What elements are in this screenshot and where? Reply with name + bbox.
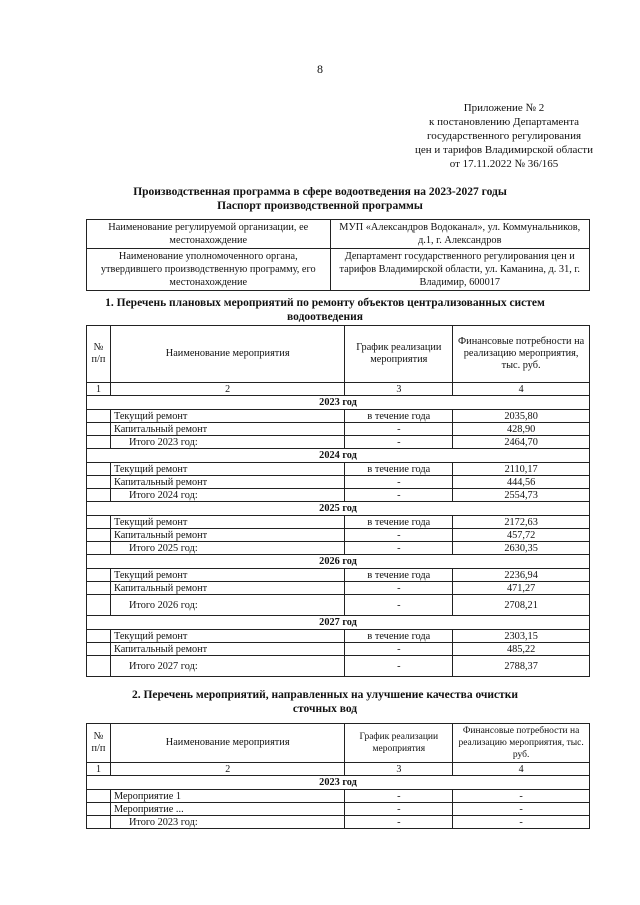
- row-name: Итого 2025 год:: [110, 542, 344, 555]
- table-row: [87, 529, 590, 542]
- row-schedule: -: [345, 643, 453, 656]
- row-schedule: в течение года: [345, 569, 453, 582]
- section-title-line: водоотведения: [287, 311, 363, 323]
- quality-table: [86, 723, 590, 829]
- table-row: [87, 569, 590, 582]
- year-row: [87, 396, 590, 410]
- row-number: [87, 790, 111, 803]
- year-row: [87, 555, 590, 569]
- row-name: Текущий ремонт: [110, 569, 344, 582]
- title-line: Производственная программа в сфере водоотведения на 2023-2027 годы: [133, 186, 507, 198]
- year-row: [87, 502, 590, 516]
- appendix-line: к постановлению Департамента: [428, 116, 580, 128]
- row-name: Капитальный ремонт: [110, 643, 344, 656]
- header-schedule: График реализации мероприятия: [345, 326, 453, 383]
- row-value: 2788,37: [453, 656, 590, 677]
- row-number: [87, 630, 111, 643]
- row-number: [87, 410, 111, 423]
- table-row: [87, 436, 590, 449]
- row-schedule: -: [345, 595, 453, 616]
- section2-title: [60, 688, 590, 716]
- appendix-line: Приложение № 2: [463, 102, 545, 114]
- header-finance: Финансовые потребности на реализацию мероприятия, тыс. руб.: [453, 724, 590, 763]
- year-row: [87, 776, 590, 790]
- row-number: [87, 816, 111, 829]
- row-schedule: -: [345, 790, 453, 803]
- row-name: Мероприятие 1: [110, 790, 344, 803]
- row-schedule: -: [345, 423, 453, 436]
- row-value: 428,90: [453, 423, 590, 436]
- passport-row: [87, 249, 590, 291]
- year-label: 2027 год: [87, 616, 590, 630]
- table-row: [87, 542, 590, 555]
- column-number: 4: [453, 763, 590, 776]
- passport-value: Департамент государственного регулирования цен и тарифов Владимирской области, ул. Каманина, д. 31, г. Владимир, 600017: [330, 249, 589, 291]
- table-header-row: [87, 724, 590, 763]
- table-row: [87, 476, 590, 489]
- row-value: 444,56: [453, 476, 590, 489]
- year-label: 2025 год: [87, 502, 590, 516]
- appendix-block: [384, 101, 624, 171]
- row-name: Итого 2026 год:: [110, 595, 344, 616]
- row-name: Текущий ремонт: [110, 516, 344, 529]
- row-name: Мероприятие ...: [110, 803, 344, 816]
- table-row: [87, 803, 590, 816]
- row-number: [87, 516, 111, 529]
- year-row: [87, 616, 590, 630]
- table-row: [87, 423, 590, 436]
- column-number: 2: [110, 383, 344, 396]
- table-row: [87, 790, 590, 803]
- row-schedule: -: [345, 489, 453, 502]
- row-value: 485,22: [453, 643, 590, 656]
- header-name: Наименование мероприятия: [110, 724, 344, 763]
- table-row: [87, 643, 590, 656]
- row-name: Текущий ремонт: [110, 463, 344, 476]
- section1-title: [60, 296, 590, 324]
- column-number-row: [87, 763, 590, 776]
- row-schedule: -: [345, 542, 453, 555]
- row-schedule: в течение года: [345, 410, 453, 423]
- column-number: 1: [87, 763, 111, 776]
- year-row: [87, 449, 590, 463]
- row-number: [87, 529, 111, 542]
- table-row: [87, 656, 590, 677]
- row-value: 2303,15: [453, 630, 590, 643]
- row-name: Текущий ремонт: [110, 410, 344, 423]
- row-schedule: в течение года: [345, 463, 453, 476]
- row-value: 2708,21: [453, 595, 590, 616]
- row-number: [87, 476, 111, 489]
- row-name: Итого 2024 год:: [110, 489, 344, 502]
- row-number: [87, 803, 111, 816]
- row-name: Итого 2027 год:: [110, 656, 344, 677]
- table-row: [87, 630, 590, 643]
- row-schedule: -: [345, 656, 453, 677]
- column-number: 3: [345, 383, 453, 396]
- row-value: -: [453, 803, 590, 816]
- column-number-row: [87, 383, 590, 396]
- repair-table: [86, 325, 590, 677]
- row-number: [87, 489, 111, 502]
- row-name: Текущий ремонт: [110, 630, 344, 643]
- row-value: -: [453, 790, 590, 803]
- passport-row: [87, 220, 590, 249]
- row-name: Капитальный ремонт: [110, 582, 344, 595]
- table-row: [87, 516, 590, 529]
- row-value: -: [453, 816, 590, 829]
- subtitle-line: Паспорт производственной программы: [217, 200, 423, 212]
- section-title-line: 2. Перечень мероприятий, направленных на улучшение качества очистки: [131, 689, 519, 701]
- header-num: № п/п: [87, 326, 111, 383]
- row-schedule: -: [345, 476, 453, 489]
- passport-label: Наименование уполномоченного органа, утвердившего производственную программу, его местонахождение: [87, 249, 331, 291]
- row-number: [87, 643, 111, 656]
- row-value: 2464,70: [453, 436, 590, 449]
- row-name: Итого 2023 год:: [110, 436, 344, 449]
- row-number: [87, 436, 111, 449]
- row-schedule: в течение года: [345, 516, 453, 529]
- row-value: 471,27: [453, 582, 590, 595]
- table-row: [87, 816, 590, 829]
- row-name: Капитальный ремонт: [110, 529, 344, 542]
- year-label: 2026 год: [87, 555, 590, 569]
- column-number: 3: [345, 763, 453, 776]
- row-schedule: в течение года: [345, 630, 453, 643]
- table-row: [87, 582, 590, 595]
- header-name: Наименование мероприятия: [110, 326, 344, 383]
- header-finance: Финансовые потребности на реализацию мероприятия, тыс. руб.: [453, 326, 590, 383]
- passport-label: Наименование регулируемой организации, ее местонахождение: [87, 220, 331, 249]
- section-title-line: сточных вод: [292, 703, 358, 715]
- table-header-row: [87, 326, 590, 383]
- section-title-line: 1. Перечень плановых мероприятий по ремонту объектов централизованных систем: [105, 297, 545, 309]
- row-value: 2236,94: [453, 569, 590, 582]
- row-name: Итого 2023 год:: [110, 816, 344, 829]
- table-row: [87, 410, 590, 423]
- header-schedule: График реализации мероприятия: [345, 724, 453, 763]
- row-name: Капитальный ремонт: [110, 476, 344, 489]
- column-number: 4: [453, 383, 590, 396]
- row-schedule: -: [345, 436, 453, 449]
- row-schedule: -: [345, 582, 453, 595]
- row-number: [87, 595, 111, 616]
- row-number: [87, 463, 111, 476]
- row-value: 2554,73: [453, 489, 590, 502]
- year-label: 2023 год: [87, 776, 590, 790]
- row-number: [87, 423, 111, 436]
- header-num: № п/п: [87, 724, 111, 763]
- document-title: [60, 185, 580, 213]
- page-number: 8: [317, 62, 323, 76]
- passport-value: МУП «Александров Водоканал», ул. Коммунальников, д.1, г. Александров: [330, 220, 589, 249]
- row-number: [87, 656, 111, 677]
- row-schedule: -: [345, 816, 453, 829]
- row-value: 457,72: [453, 529, 590, 542]
- column-number: 2: [110, 763, 344, 776]
- row-schedule: -: [345, 529, 453, 542]
- row-value: 2035,80: [453, 410, 590, 423]
- row-number: [87, 582, 111, 595]
- table-row: [87, 595, 590, 616]
- table-row: [87, 463, 590, 476]
- row-name: Капитальный ремонт: [110, 423, 344, 436]
- row-number: [87, 569, 111, 582]
- year-label: 2024 год: [87, 449, 590, 463]
- table-row: [87, 489, 590, 502]
- row-value: 2172,63: [453, 516, 590, 529]
- appendix-line: государственного регулирования: [426, 130, 582, 142]
- year-label: 2023 год: [87, 396, 590, 410]
- row-schedule: -: [345, 803, 453, 816]
- row-value: 2630,35: [453, 542, 590, 555]
- column-number: 1: [87, 383, 111, 396]
- row-value: 2110,17: [453, 463, 590, 476]
- passport-table: [86, 219, 590, 291]
- appendix-line: цен и тарифов Владимирской области: [415, 144, 593, 156]
- row-number: [87, 542, 111, 555]
- appendix-line: от 17.11.2022 № 36/165: [449, 158, 559, 170]
